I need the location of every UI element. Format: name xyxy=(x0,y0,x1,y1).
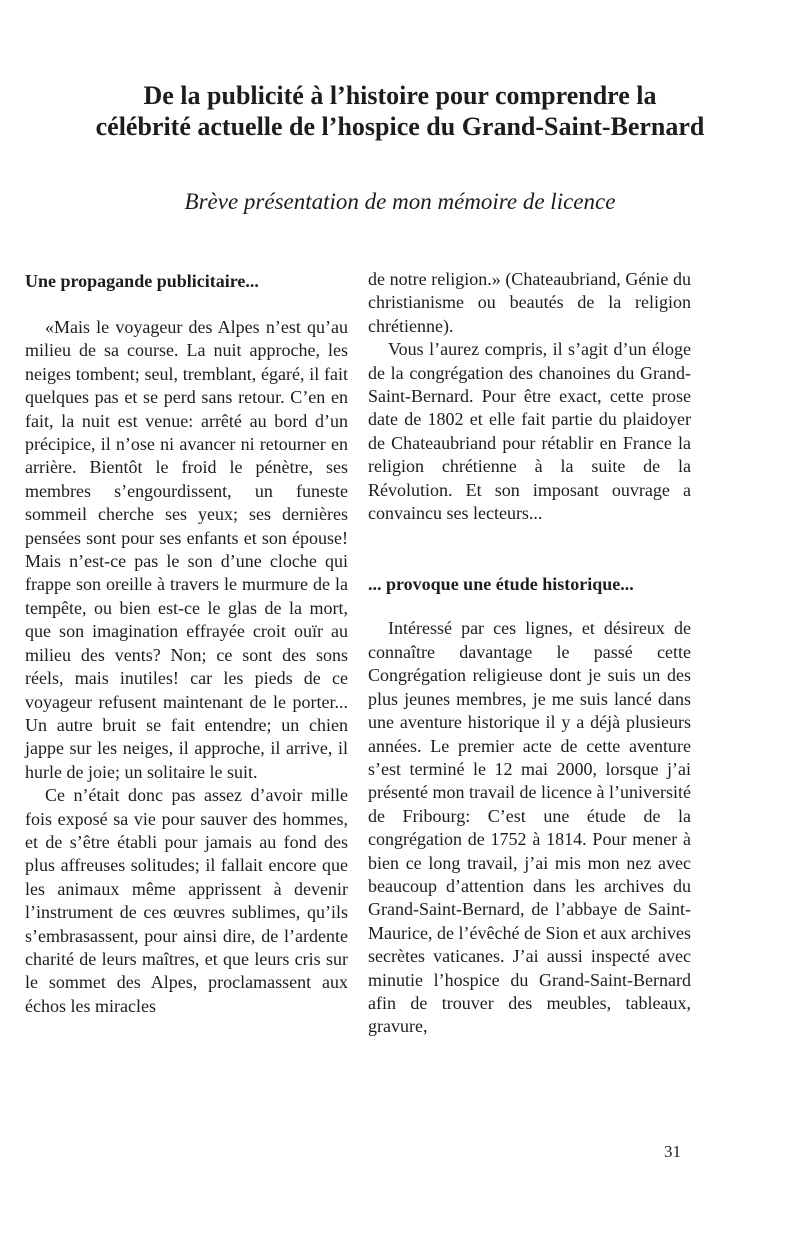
paragraph-aventure: Intéressé par ces lignes, et désireux de connaître davantage le passé cette Congrégation religieuse dont je suis un des plus jeunes membres, je me suis lancé dans une aventure historique il y a déjà plusieurs années. Le premier acte de cette aventure s’est terminé le 12 mai 2000, lorsque j’ai présenté mon travail de licence à l’université de Fribourg: C’est une étude de la congrégation de 1752 à 1814. Pour mener à bien ce long travail, j’ai mis mon nez avec beaucoup d’attention dans les archives du Grand-Saint-Bernard, de l’abbaye de Saint-Maurice, de l’évêché de Sion et aux archives secrètes vaticanes. J’ai aussi inspecté avec minutie l’hospice du Grand-Saint-Bernard afin de trouver des meubles, tableaux, gravure, xyxy=(368,618,691,1037)
section-heading-propagande: Une propagande publicitaire... xyxy=(25,271,259,291)
article-title xyxy=(30,80,770,142)
article-title-line-2: célébrité actuelle de l’hospice du Grand-Saint-Bernard xyxy=(95,112,705,141)
paragraph-quote-continued: Ce n’était donc pas assez d’avoir mille fois exposé sa vie pour sauver des hommes, et de s’être établi pour jamais au fond des plus affreuses solitudes; il fallait encore que les animaux même apprissent à devenir l’instrument de ces œuvres sublimes, qu’ils s’embrasassent, pour ainsi dire, de l’ardente charité de leurs maîtres, et que leurs cris sur le sommet des Alpes, proclamassent aux échos les miracles xyxy=(25,785,348,1016)
paragraph-eloge: Vous l’aurez compris, il s’agit d’un éloge de la congrégation des chanoines du Grand-Saint-Bernard. Pour être exact, cette prose date de 1802 et elle fait partie du plaidoyer de Chateaubriand pour rétablir en France la religion chrétienne à la suite de la Révolution. Et son imposant ouvrage a convaincu ses lecteurs... xyxy=(368,339,691,524)
paragraph-quote-end: de notre religion.» (Chateaubriand, Génie du christianisme ou beautés de la religion chrétienne). xyxy=(368,269,691,336)
article-subtitle: Brève présentation de mon mémoire de licence xyxy=(184,189,616,214)
right-column xyxy=(368,268,691,1039)
left-column xyxy=(25,268,348,1018)
section-heading-etude: ... provoque une étude historique... xyxy=(368,574,634,595)
article-title-line-1: De la publicité à l’histoire pour comprendre la xyxy=(143,81,657,110)
paragraph-quote: «Mais le voyageur des Alpes n’est qu’au milieu de sa course. La nuit approche, les neiges tombent; seul, tremblant, égaré, il fait quelques pas et se perd sans retour. C’en en fait, la nuit est venue: arrêté au bord d’un précipice, il n’ose ni avancer ni retourner en arrière. Bientôt le froid le pénètre, ses membres s’engourdissent, un funeste sommeil cherche ses yeux; ses dernières pensées sont pour ses enfants et son épouse! Mais n’est-ce pas le son d’une cloche qui frappe son oreille à travers le murmure de la tempête, ou bien est-ce le glas de la mort, que son imagination effrayée croit ouïr au milieu des vents? Non; ce sont des sons réels, mais inutiles! car les pieds de ce voyageur refusent maintenant de le porter... Un autre bruit se fait entendre; un chien jappe sur les neiges, il approche, il arrive, il hurle de joie; un solitaire le suit. xyxy=(25,317,348,782)
page-number: 31 xyxy=(664,1142,681,1161)
